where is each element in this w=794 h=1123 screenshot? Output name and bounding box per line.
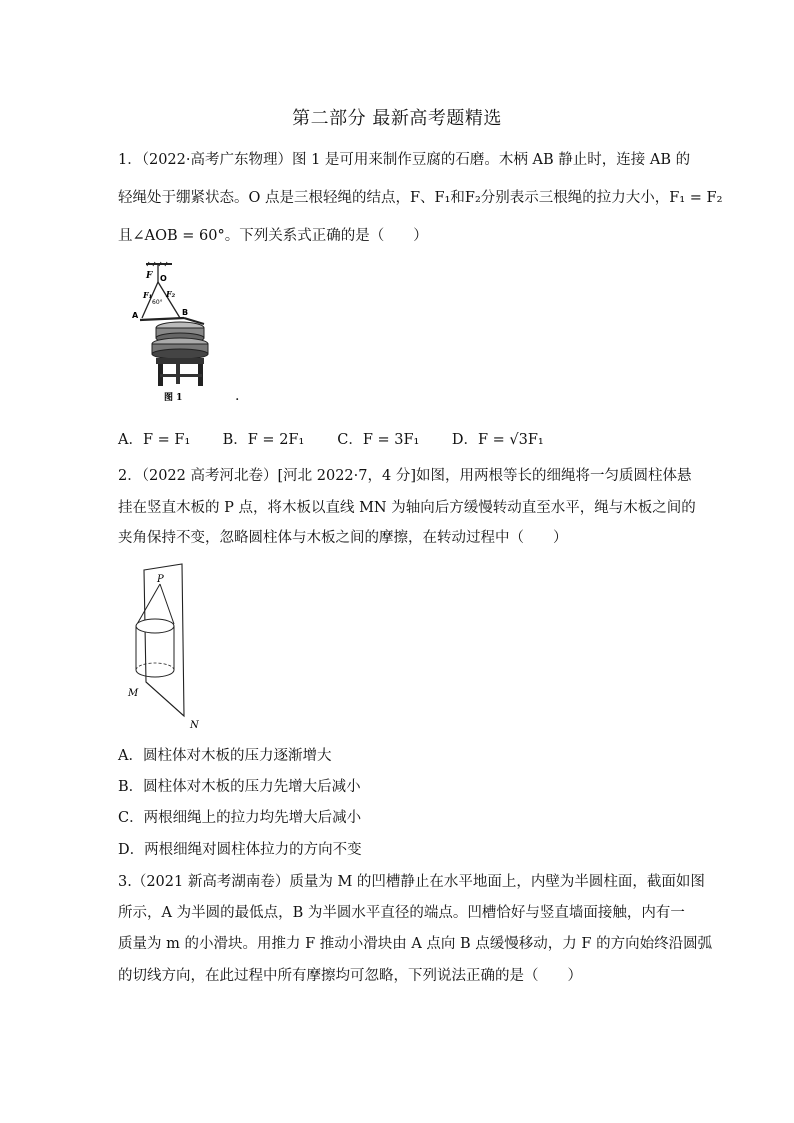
q2-text-line-2: 挂在竖直木板的 P 点，将木板以直线 MN 为轴向后方缓慢转动直至水平，绳与木板之间的 (118, 500, 696, 516)
q2-cylinder-board-figure (124, 562, 214, 732)
label-F2: F₂ (166, 289, 176, 299)
q2-option-b[interactable]: B．圆柱体对木板的压力先增大后减小 (118, 779, 361, 795)
section-title: 第二部分 最新高考题精选 (292, 108, 502, 129)
q1-option-b[interactable]: B．F = 2F₁ (222, 432, 305, 448)
label-M: M (128, 688, 139, 699)
label-P: P (157, 574, 164, 585)
label-B: B (182, 308, 189, 317)
q3-text-line-2: 所示，A 为半圆的最低点，B 为半圆水平直径的端点。凹槽恰好与竖直墙面接触，内有一 (118, 905, 685, 921)
label-angle: 60° (152, 299, 163, 306)
label-N: N (190, 720, 199, 731)
q3-text-line-3: 质量为 m 的小滑块。用推力 F 推动小滑块由 A 点向 B 点缓慢移动，力 F 的方向始终沿圆弧 (118, 936, 713, 952)
q3-text-line-4: 的切线方向，在此过程中所有摩擦均可忽略，下列说法正确的是（ ） (118, 968, 582, 984)
q1-text-line-3: 且∠AOB = 60°。下列关系式正确的是（ ） (118, 228, 428, 244)
label-F: F (146, 271, 153, 281)
figure-caption: 图 1 (164, 393, 183, 403)
q1-text-line-1: 1．（2022·高考广东物理）图 1 是可用来制作豆腐的石磨。木柄 AB 静止时，连接 AB 的 (118, 152, 691, 168)
q1-text-line-2: 轻绳处于绷紧状态。O 点是三根轻绳的结点，F、F₁和F₂分别表示三根绳的拉力大小，F₁ = F₂ (118, 190, 723, 206)
q2-text-line-3: 夹角保持不变，忽略圆柱体与木板之间的摩擦，在转动过程中（ ） (118, 530, 568, 546)
label-F1: F₁ (143, 290, 153, 300)
q1-stone-mill-figure (132, 262, 228, 403)
figure-period: . (235, 388, 240, 404)
q2-text-line-1: 2．（2022 高考河北卷）[河北 2022·7，4 分]如图，用两根等长的细绳将一匀质圆柱体悬 (118, 468, 692, 484)
q1-options (118, 428, 544, 449)
q1-option-c[interactable]: C．F = 3F₁ (337, 432, 420, 448)
q2-option-c[interactable]: C．两根细绳上的拉力均先增大后减小 (118, 810, 362, 826)
q2-option-a[interactable]: A．圆柱体对木板的压力逐渐增大 (118, 748, 332, 764)
label-A: A (132, 311, 139, 320)
label-O: O (160, 274, 167, 283)
q1-option-a[interactable]: A．F = F₁ (118, 432, 191, 448)
q2-option-d[interactable]: D．两根细绳对圆柱体拉力的方向不变 (118, 842, 362, 858)
q1-option-d[interactable]: D．F = √3F₁ (451, 432, 544, 448)
q3-text-line-1: 3.（2021 新高考湖南卷）质量为 M 的凹槽静止在水平地面上，内壁为半圆柱面，截面如图 (118, 874, 705, 890)
